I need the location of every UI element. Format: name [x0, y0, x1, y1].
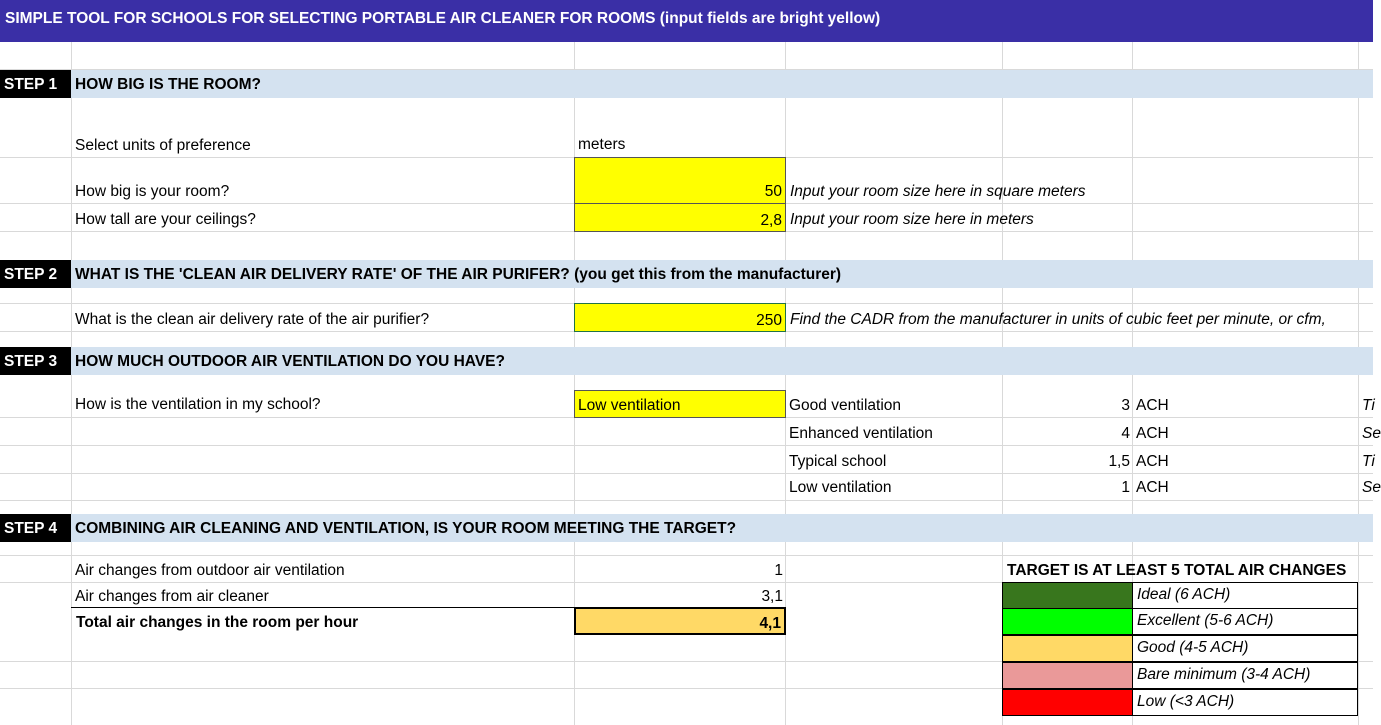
total-air-changes-label: Total air changes in the room per hour: [76, 614, 359, 631]
legend-swatch: [1003, 609, 1133, 634]
step1-header: [0, 70, 1373, 98]
target-title: TARGET IS AT LEAST 5 TOTAL AIR CHANGES: [1007, 562, 1347, 579]
step2-tag: STEP 2: [0, 260, 71, 288]
option-value: 4: [1121, 425, 1130, 442]
option-note: Se: [1362, 479, 1381, 496]
air-cleaner-label: Air changes from air cleaner: [75, 588, 269, 605]
legend-row: [1002, 582, 1358, 609]
step4-tag: STEP 4: [0, 514, 71, 542]
step1-title: HOW BIG IS THE ROOM?: [75, 76, 261, 93]
legend-label: Low (<3 ACH): [1137, 693, 1235, 710]
total-air-changes-value: 4,1: [574, 607, 786, 635]
legend-row: [1002, 635, 1358, 662]
grid-row-line: [0, 555, 1373, 556]
legend-swatch: [1003, 663, 1133, 688]
tool-title-banner: SIMPLE TOOL FOR SCHOOLS FOR SELECTING PORTABLE AIR CLEANER FOR ROOMS (input fields are bright yellow): [0, 0, 1373, 42]
step2-title: WHAT IS THE 'CLEAN AIR DELIVERY RATE' OF THE AIR PURIFER? (you get this from the manufacturer): [75, 266, 842, 283]
cadr-label: What is the clean air delivery rate of the air purifier?: [75, 311, 430, 328]
legend-swatch: [1003, 583, 1133, 608]
option-unit: ACH: [1136, 479, 1169, 496]
room-size-label: How big is your room?: [75, 183, 230, 200]
ceiling-height-input[interactable]: 2,8: [574, 203, 786, 232]
outdoor-air-value: 1: [774, 562, 783, 579]
grid-col-line: [71, 42, 72, 725]
step4-title: COMBINING AIR CLEANING AND VENTILATION, IS YOUR ROOM MEETING THE TARGET?: [75, 520, 737, 537]
option-unit: ACH: [1136, 425, 1169, 442]
step3-tag: STEP 3: [0, 347, 71, 375]
option-name: Typical school: [789, 453, 887, 470]
option-note: Ti: [1362, 397, 1375, 414]
legend-row: [1002, 689, 1358, 716]
cadr-hint: Find the CADR from the manufacturer in units of cubic feet per minute, or cfm,: [790, 311, 1326, 328]
step2-header: [0, 260, 1373, 288]
ventilation-label: How is the ventilation in my school?: [75, 396, 321, 413]
option-value: 3: [1121, 397, 1130, 414]
outdoor-air-label: Air changes from outdoor air ventilation: [75, 562, 345, 579]
room-size-hint: Input your room size here in square meters: [790, 183, 1086, 200]
grid-row-line: [0, 500, 1373, 501]
option-value: 1,5: [1108, 453, 1130, 470]
option-note: Ti: [1362, 453, 1375, 470]
step1-tag: STEP 1: [0, 70, 71, 98]
step3-header: [0, 347, 1373, 375]
grid-row-line: [0, 445, 1373, 446]
step3-title: HOW MUCH OUTDOOR AIR VENTILATION DO YOU HAVE?: [75, 353, 505, 370]
option-note: Se: [1362, 425, 1381, 442]
step4-header: [0, 514, 1373, 542]
legend-row: [1002, 662, 1358, 689]
legend-label: Good (4-5 ACH): [1137, 639, 1249, 656]
room-size-input[interactable]: 50: [574, 157, 786, 204]
units-select[interactable]: meters: [578, 136, 626, 153]
legend-swatch: [1003, 636, 1133, 661]
legend-label: Bare minimum (3-4 ACH): [1137, 666, 1311, 683]
option-name: Enhanced ventilation: [789, 425, 933, 442]
grid-row-line: [0, 473, 1373, 474]
legend-swatch: [1003, 690, 1133, 715]
option-unit: ACH: [1136, 453, 1169, 470]
legend-label: Ideal (6 ACH): [1137, 586, 1231, 603]
ceiling-height-label: How tall are your ceilings?: [75, 211, 256, 228]
air-cleaner-value: 3,1: [761, 588, 783, 605]
cadr-input[interactable]: 250: [574, 303, 786, 332]
units-label: Select units of preference: [75, 137, 251, 154]
option-unit: ACH: [1136, 397, 1169, 414]
option-value: 1: [1121, 479, 1130, 496]
grid-col-line: [1358, 42, 1359, 725]
option-name: Low ventilation: [789, 479, 892, 496]
option-name: Good ventilation: [789, 397, 902, 414]
ceiling-height-hint: Input your room size here in meters: [790, 211, 1034, 228]
legend-row: [1002, 608, 1358, 635]
ventilation-select[interactable]: Low ventilation: [574, 390, 786, 418]
legend-label: Excellent (5-6 ACH): [1137, 612, 1274, 629]
